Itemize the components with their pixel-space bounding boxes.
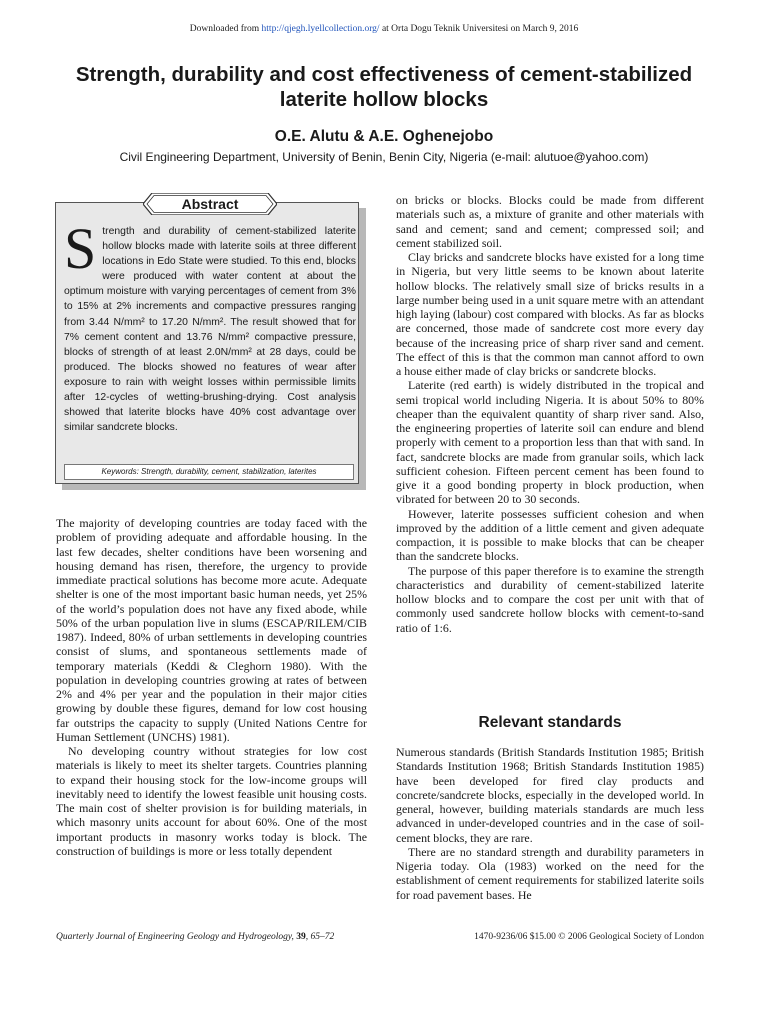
body-right-column xyxy=(396,193,704,635)
section-heading-relevant-standards: Relevant standards xyxy=(478,714,622,731)
body-paragraph: However, laterite possesses sufficient cohesion and when improved by the addition of a little cement and given adequate compaction, it is possible to make blocks that can be cheaper than the sandcrete blocks. xyxy=(396,506,704,564)
abstract-keywords: Keywords: Strength, durability, cement, stabilization, laterites xyxy=(64,464,354,480)
download-notice xyxy=(0,24,768,34)
body-paragraph: There are no standard strength and durability parameters in Nigeria today. Ola (1983) worked on the need for the establishment of cement requirements for stabilized laterite soils for road pavement bases. He xyxy=(396,844,704,902)
download-prefix: Downloaded from xyxy=(189,24,262,34)
body-paragraph: No developing country without strategies for low cost materials is likely to meet its shelter targets. Countries planning to expand their housing stock for the low-income groups will inevitably need to identify the lowest feasible unit housing costs. The main cost of shelter provision is for building materials, in which masonry units account for about 60%. One of the most important products in masonry works today is block. The construction of buildings is more or less totally dependent xyxy=(56,744,367,858)
body-paragraph: The purpose of this paper therefore is to examine the strength characteristics and durability of cement-stabilized laterite hollow blocks and to compare the cost per unit with that of commonly used sandcrete hollow blocks with cement-to-sand ratio of 1:6. xyxy=(396,563,704,635)
abstract-dropcap: S xyxy=(64,216,97,281)
author-affiliation: Civil Engineering Department, University of Benin, Benin City, Nigeria (e-mail: alutuoe@yahoo.com) xyxy=(119,150,649,164)
journal-pages: , 65–72 xyxy=(305,932,335,942)
body-paragraph: Numerous standards (British Standards Institution 1985; British Standards Institution 1968; British Standards Institution 1985) have been developed for fired clay products and concrete/sandcrete blocks, especially in the developed world. In general, however, building materials standards are much less advanced in under-developed countries and in the case of soil-cement blocks, they are rare. xyxy=(396,745,704,845)
copyright-notice: 1470-9236/06 $15.00 © 2006 Geological Society of London xyxy=(474,932,704,942)
article-title: Strength, durability and cost effectiveness of cement-stabilized laterite hollow blocks xyxy=(75,63,693,111)
body-paragraph: on bricks or blocks. Blocks could be made from different materials such as, a mixture of granite and other materials with sand and cement; sand and cement; compressed soil; and cement stabilized soil. xyxy=(396,193,704,250)
abstract-heading: Abstract xyxy=(181,196,239,212)
journal-name: Quarterly Journal of Engineering Geology and Hydrogeology xyxy=(56,932,292,942)
body-right-column-lower xyxy=(396,745,704,902)
body-paragraph: Clay bricks and sandcrete blocks have existed for a long time in Nigeria, but very little seems to be known about laterite hollow blocks. The relatively small size of bricks results in a large number being used in a unit square metre with an attendant high laying (labour) cost compared with blocks. As far as blocks are concerned, those made of sandcrete cost more every day because of the increasing price of sharp river sand and cement. The effect of this is that the common man cannot afford to own a house either made of clay bricks or sandcrete blocks. xyxy=(396,250,704,378)
abstract-text xyxy=(64,216,356,435)
article-authors: O.E. Alutu & A.E. Oghenejobo xyxy=(274,128,494,145)
body-left-column xyxy=(56,516,367,858)
download-url-link[interactable]: http://qjegh.lyellcollection.org/ xyxy=(261,24,380,34)
abstract-body: trength and durability of cement-stabilized laterite hollow blocks made with laterite soils at three different locations in Edo State were studied. To this end, blocks were produced with water content at about the optimum moisture with varying percentages of cement from 3% to 15% at 2% increments and compactive pressures ranging from 3.44 N/mm² to 17.20 N/mm². The result showed that for 7% cement content and 13.76 N/mm² compactive pressure, blocks of strength of at least 2.0N/mm² at 28 days, could be produced. The blocks showed no features of wear after exposure to rain with weight losses within permissible limits after 12-cycles of wetting-brushing-drying. Cost analysis showed that laterite blocks have 40% cost advantage over similar sandcrete blocks. xyxy=(64,226,356,434)
journal-volume: 39 xyxy=(296,932,306,942)
body-paragraph: The majority of developing countries are today faced with the problem of providing adequate and affordable housing. In the last few decades, shelter conditions have been worsening and housing demand has risen, therefore, the urgency to provide immediate practical solutions has become more acute. Adequate shelter is one of the most important basic human needs, yet 25% of the world’s population does not have any fixed abode, while 50% of the urban population live in slums (ESCAP/RILEM/CIB 1987). Indeed, 80% of urban settlements in developing countries consist of slums, and spontaneous settlements made of temporary materials (Keddi & Cleghorn 1980). With the population in developing countries growing at rates of between 2% and 4% per year and the population in their major cities growing by double these figures, demand for low cost housing far outstrips the capacity to supply (United Nations Centre for Human Settlement (UNCHS) 1981). xyxy=(56,516,367,744)
body-paragraph: Laterite (red earth) is widely distributed in the tropical and semi tropical world including Nigeria. It is about 50% to 80% cheaper than the equivalent quantity of sharp river sand. Also, the engineering properties of laterite soil can endure and blend properly with cement to a proportion less than that with sand. In fact, sandcrete blocks are made from granular soils, which lack sufficient cohesion. Fifteen percent cement has been found to give it a good bonding property in block production, when vibrated for between 20 to 30 seconds. xyxy=(396,378,704,507)
journal-separator: , xyxy=(291,932,297,942)
journal-citation xyxy=(56,932,334,942)
download-suffix: at Orta Dogu Teknik Universitesi on March 9, 2016 xyxy=(379,24,579,34)
